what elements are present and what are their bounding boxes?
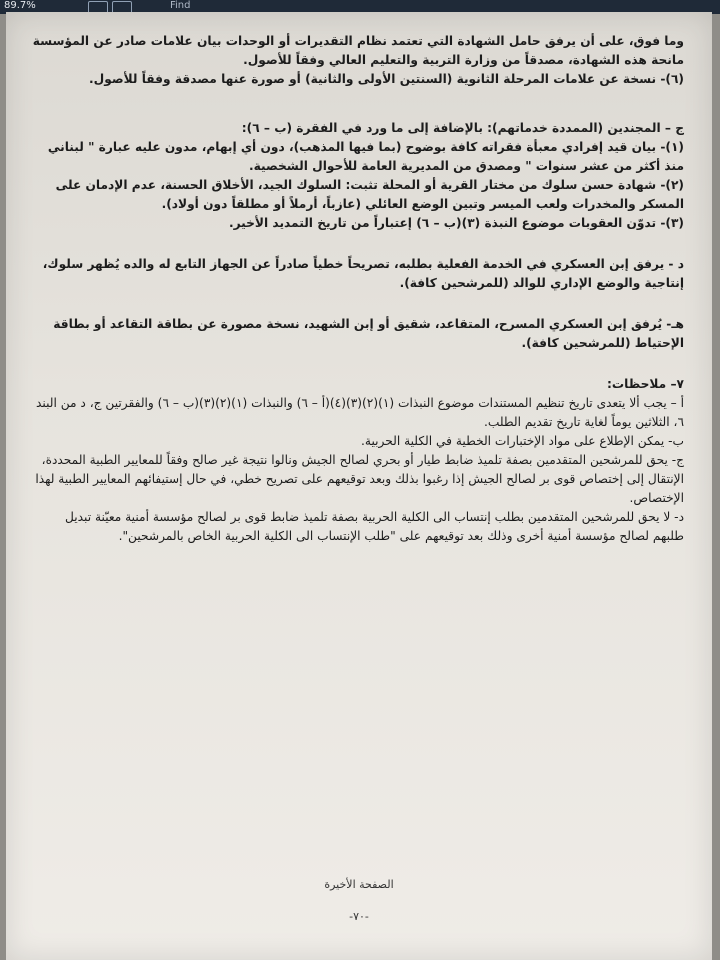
list-item: (٢)- شهادة حسن سلوك من مختار القرية أو المحلة تثبت: السلوك الجيد، الأخلاق الحسنة، عدم الإدمان على المسكر والمخدرات ولعب الميسر وتبين الوضع العائلي (عازباً، أرملاً أو مطلقاً دون أولاد). [55, 178, 684, 211]
note-item: أ – يجب ألا يتعدى تاريخ تنظيم المستندات موضوع النبذات (١)(٢)(٣)(٤)(أ – ٦) والنبذات (١)(٢)(٣)(ب – ٦) والفقرتين ج، د من البند ٦، الثلاثين يوماً لغاية تاريخ تقديم الطلب. [36, 396, 684, 429]
paragraph: د - يرفق إبن العسكري في الخدمة الفعلية بطلبه، تصريحاً خطياً صادراً عن الجهاز التابع له والده يُظهر سلوك، إنتاجية والوضع الإداري للوالد (للمرشحين كافة). [42, 257, 684, 290]
note-item: د- لا يحق للمرشحين المتقدمين بطلب إنتساب الى الكلية الحربية بصفة تلميذ ضابط قوى بر لصالح مؤسسة أمنية معيّنة تبديل طلبهم لصالح مؤسسة أمنية أخرى وذلك بعد توقيعهم على "طلب الإنتساب الى الكلية الحربية الخاص بالمرشحين". [65, 510, 684, 543]
paragraph: هـ- يُرفق إبن العسكري المسرح، المتقاعد، شقيق أو إبن الشهيد، نسخة مصورة عن بطاقة التقاعد أو بطاقة الإحتياط (للمرشحين كافة). [53, 317, 684, 350]
document-body [32, 32, 684, 546]
footer-title: الصفحة الأخيرة [324, 878, 394, 891]
section-heading: ج – المجندين (الممددة خدماتهم): بالإضافة إلى ما ورد في الفقرة (ب – ٦): [241, 121, 684, 135]
paragraph: وما فوق، على أن يرفق حامل الشهادة التي تعتمد نظام التقديرات أو الوحدات بيان علامات صادر عن المؤسسة مانحة هذه الشهادة، مصدقاً من وزارة التربية والتعليم العالي وفقاً للأصول. [32, 34, 684, 67]
find-field[interactable]: Find [170, 0, 191, 11]
list-item: (١)- بيان قيد إفرادي معبأة فقراته كافة بوضوح (بما فيها المذهب)، دون أي إبهام، مدون عليه عبارة " لبناني منذ أكثر من عشر سنوات " ومصدق من المديرية العامة للأحوال الشخصية. [47, 140, 684, 173]
page-number: -٧٠- [349, 910, 369, 923]
document-page [6, 12, 712, 960]
notes-heading: ٧– ملاحظات: [607, 377, 684, 391]
zoom-level[interactable]: 89.7% [4, 0, 36, 11]
paragraph: (٦)- نسخة عن علامات المرحلة الثانوية (السنتين الأولى والثانية) أو صورة عنها مصدقة وفقاً للأصول. [89, 72, 684, 86]
note-item: ب- يمكن الإطلاع على مواد الإختبارات الخطية في الكلية الحربية. [361, 434, 684, 448]
list-item: (٣)- تدوّن العقوبات موضوع النبذة (٣)(ب – ٦) إعتباراً من تاريخ التمديد الأخير. [228, 216, 684, 230]
note-item: ج- يحق للمرشحين المتقدمين بصفة تلميذ ضابط طيار أو بحري لصالح الجيش ونالوا نتيجة غير صالح وفقاً للمعايير الطبية المحددة، الإنتقال إلى إختصاص قوى بر لصالح الجيش إذا رغبوا بذلك وبعد توقيعهم على تصريح خطي، في حال إستيفائهم المعايير الطبية لهذا الإختصاص. [35, 453, 684, 505]
